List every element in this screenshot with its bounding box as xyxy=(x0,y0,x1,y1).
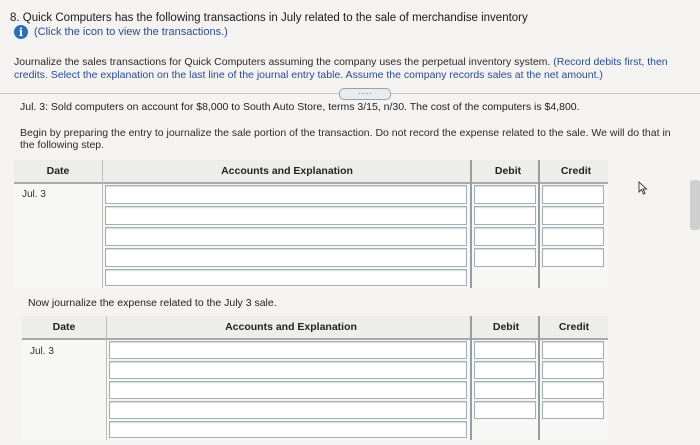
mouse-cursor-icon xyxy=(638,181,648,195)
debit-input-row-4[interactable] xyxy=(474,248,536,267)
account-input-row-2[interactable] xyxy=(105,206,467,225)
credit-input-row-3[interactable] xyxy=(542,381,604,399)
journal-table-sale xyxy=(14,160,608,288)
col-divider xyxy=(470,160,472,288)
page-scrollbar[interactable] xyxy=(690,180,700,230)
begin-instructions: Begin by preparing the entry to journalize the sale portion of the transaction. Do not record the expense related to the sale. We will do that in the following step. xyxy=(20,127,671,151)
account-input-row-1[interactable] xyxy=(105,185,467,204)
credit-input-row-4[interactable] xyxy=(542,401,604,419)
instructions-main: Journalize the sales transactions for Quick Computers assuming the company uses the perpetual inventory system. xyxy=(14,56,551,68)
col-divider xyxy=(102,160,103,288)
transactions-link-row[interactable] xyxy=(14,25,228,39)
col-divider xyxy=(538,316,540,440)
account-input-row-1[interactable] xyxy=(109,341,467,359)
instructions xyxy=(14,56,690,82)
credit-input-row-3[interactable] xyxy=(542,227,604,246)
header-accounts: Accounts and Explanation xyxy=(221,165,353,177)
transaction-text: Jul. 3: Sold computers on account for $8,000 to South Auto Store, terms 3/15, n/30. The cost of the computers is $4,800. xyxy=(20,101,580,113)
expense-instructions: Now journalize the expense related to the July 3 sale. xyxy=(28,297,277,309)
credit-input-row-4[interactable] xyxy=(542,248,604,267)
info-icon[interactable]: i xyxy=(14,25,28,39)
header-credit: Credit xyxy=(558,321,590,333)
account-input-row-2[interactable] xyxy=(109,361,467,379)
debit-input-row-3[interactable] xyxy=(474,227,536,246)
header-debit: Debit xyxy=(492,321,520,333)
instructions-hint: (Record debits first, then credits. Select the explanation on the last line of the journal entry table. Assume the company records sales at the net amount.) xyxy=(14,56,668,81)
debit-input-row-4[interactable] xyxy=(474,401,536,419)
debit-input-row-1[interactable] xyxy=(474,341,536,359)
row-date: Jul. 3 xyxy=(22,189,46,200)
view-transactions-link[interactable]: (Click the icon to view the transactions.) xyxy=(34,26,228,38)
journal-table-expense xyxy=(22,316,608,440)
header-accounts: Accounts and Explanation xyxy=(225,321,357,333)
debit-input-row-3[interactable] xyxy=(474,381,536,399)
explanation-input[interactable] xyxy=(109,421,467,438)
header-date: Date xyxy=(52,321,76,333)
expand-more-button[interactable]: ····· xyxy=(339,88,391,100)
credit-input-row-2[interactable] xyxy=(542,206,604,225)
col-divider xyxy=(538,160,540,288)
header-debit: Debit xyxy=(494,165,522,177)
question-title: 8. Quick Computers has the following transactions in July related to the sale of merchandise inventory xyxy=(10,12,528,24)
account-input-row-4[interactable] xyxy=(109,401,467,419)
table-header xyxy=(14,160,608,184)
credit-input-row-2[interactable] xyxy=(542,361,604,379)
row-date: Jul. 3 xyxy=(30,346,54,357)
account-input-row-3[interactable] xyxy=(105,227,467,246)
header-credit: Credit xyxy=(560,165,592,177)
debit-input-row-1[interactable] xyxy=(474,185,536,204)
credit-input-row-1[interactable] xyxy=(542,185,604,204)
debit-input-row-2[interactable] xyxy=(474,206,536,225)
credit-input-row-1[interactable] xyxy=(542,341,604,359)
debit-input-row-2[interactable] xyxy=(474,361,536,379)
col-divider xyxy=(470,316,472,440)
col-divider xyxy=(106,316,107,440)
header-date: Date xyxy=(46,165,70,177)
table-header xyxy=(22,316,608,340)
account-input-row-3[interactable] xyxy=(109,381,467,399)
explanation-input[interactable] xyxy=(105,269,467,286)
account-input-row-4[interactable] xyxy=(105,248,467,267)
